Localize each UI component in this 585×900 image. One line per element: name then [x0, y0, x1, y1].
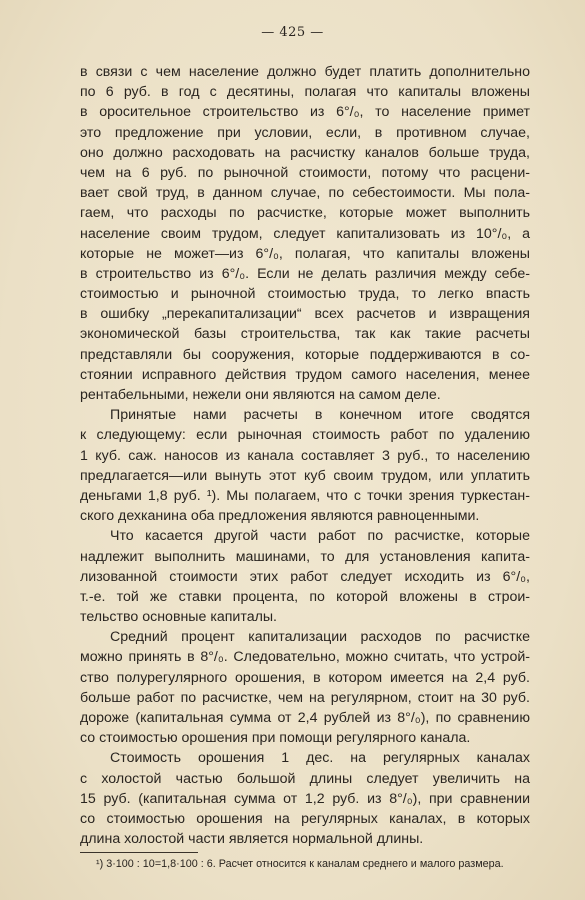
text-line: с холостой частью большой длины следует увеличить на	[80, 770, 530, 787]
text-line: стоянии исправного действия трудом самого населения, менее	[80, 366, 530, 383]
text-line: в связи с чем население должно будет платить дополнительно	[80, 64, 530, 80]
text-line: тельство основные капиталы.	[80, 609, 278, 626]
text-line: 15 руб. (капитальная сумма от 1,2 руб. из 8°/₀), при сравнении	[80, 790, 530, 807]
paragraph	[80, 627, 530, 748]
text-line: рентабельными, нежели они являются на самом деле.	[80, 387, 441, 403]
text-line: больше работ по расчистке, чем на регулярном, стоит на 30 руб.	[80, 689, 530, 706]
text-line: т.-е. той же ставки процента, по которой вложены в строи-	[80, 588, 530, 605]
text-line: стоимостью и рыночной стоимостью труда, то легко впасть	[80, 286, 530, 303]
footnote: ¹) 3·100 : 10=1,8·100 : 6. Расчет относится к каналам среднего и малого размера.	[96, 858, 504, 870]
text-line: Стоимость орошения 1 дес. на регулярных каналах	[110, 750, 530, 767]
text-line: оно должно расходовать на расчистку каналов больше труда,	[80, 144, 530, 161]
text-line: экономической базы строительства, так как такие расчеты	[80, 326, 530, 343]
text-line: по 6 руб. в год с десятины, полагая что капиталы вложены	[80, 84, 530, 101]
text-line: это предложение при условии, если, в противном случае,	[80, 124, 530, 141]
text-line: со стоимостью орошения на регулярных каналах, в которых	[80, 810, 530, 827]
paragraph	[80, 405, 530, 526]
text-line: длина холостой части является нормальной длины.	[80, 831, 424, 848]
text-line: в строительство из 6°/₀. Если не делать различия между себе-	[80, 265, 530, 282]
text-line: надлежит выполнить машинами, то для установления капита-	[80, 548, 530, 565]
text-line: 1 куб. саж. наносов из канала составляет 3 руб., то населению	[80, 447, 530, 464]
text-line: в ошибку „перекапитализации“ всех расчетов и извращения	[80, 306, 530, 323]
text-line: ского дехканина оба предложения являются равноценными.	[80, 508, 480, 525]
text-line: дороже (капитальная сумма от 2,4 рублей из 8°/₀), по сравнению	[80, 710, 530, 726]
body-text	[80, 62, 530, 849]
text-line: ство полурегулярного орошения, в котором имеется на 2,4 руб.	[80, 669, 530, 686]
text-line: можно принять в 8°/₀. Следовательно, можно считать, что устрой-	[80, 649, 530, 666]
footnote-divider	[80, 852, 198, 853]
text-line: Принятые нами расчеты в конечном итоге сводятся	[110, 407, 530, 424]
paragraph	[80, 62, 530, 405]
paragraph	[80, 526, 530, 627]
paragraph	[80, 748, 530, 849]
text-line: Средний процент капитализации расходов по расчистке	[110, 629, 530, 646]
text-line: чем на 6 руб. по рыночной стоимости, потому что расцени-	[80, 164, 530, 181]
text-line: предлагается—или вынуть этот куб своим трудом, или уплатить	[80, 467, 530, 484]
text-line: к следующему: если рыночная стоимость работ по удалению	[80, 427, 530, 444]
text-line: вает свой труд, в данном случае, по себестоимости. Мы пола-	[80, 185, 530, 202]
text-line: Что касается другой части работ по расчистке, которые	[110, 528, 530, 545]
text-line: население своим трудом, следует капитализовать из 10°/₀, а	[80, 225, 530, 242]
text-line: в оросительное строительство из 6°/₀, то население примет	[80, 104, 530, 121]
text-line: деньгами 1,8 руб. ¹). Мы полагаем, что с точки зрения туркестан-	[80, 487, 530, 504]
text-line: представляли бы сооружения, которые поддерживаются в со-	[80, 346, 530, 363]
text-line: лизованной стоимости этих работ следует исходить из 6°/₀,	[80, 568, 530, 585]
text-line: гаем, что расходы по расчистке, которые может выполнить	[80, 205, 530, 222]
text-line: которые не может—из 6°/₀, полагая, что капиталы вложены	[80, 245, 530, 262]
text-line: со стоимостью орошения при помощи регулярного канала.	[80, 730, 471, 747]
page-number: — 425 —	[261, 25, 324, 40]
